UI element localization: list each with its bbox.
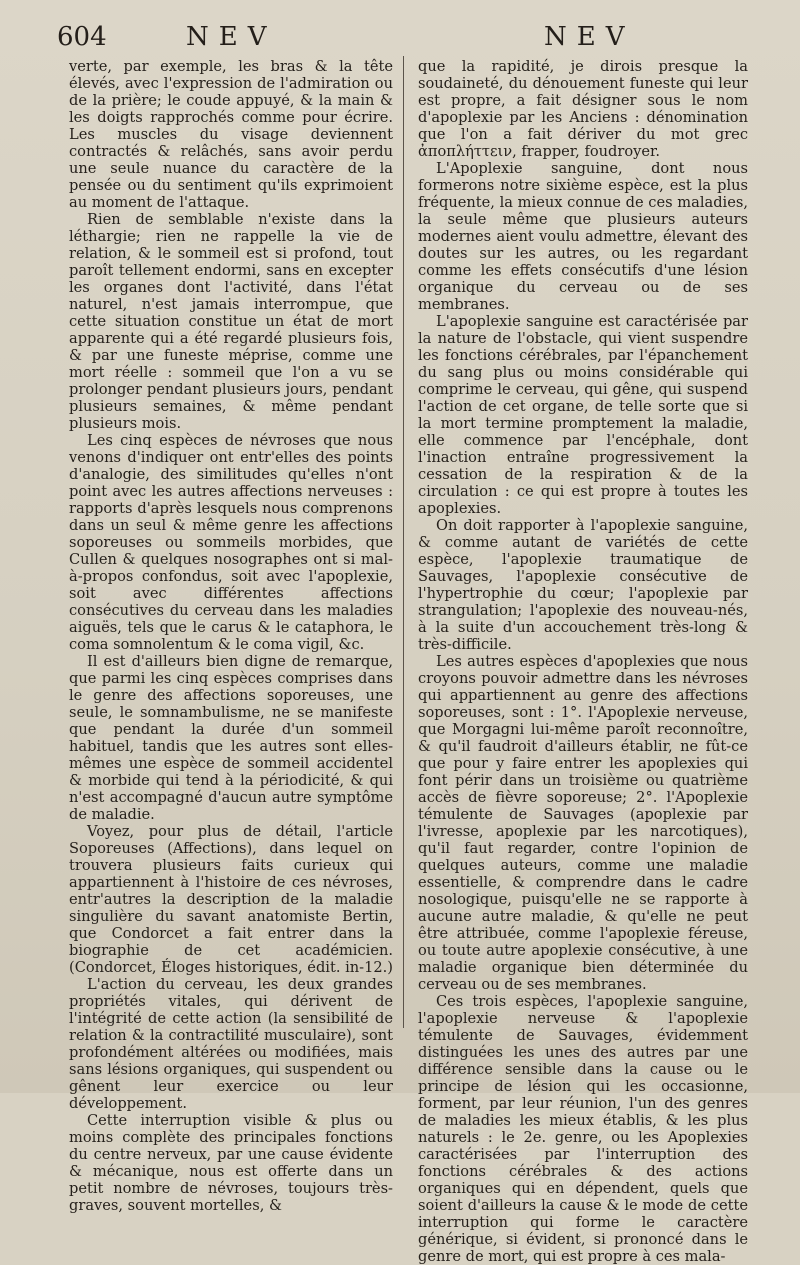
paragraph: Rien de semblable n'existe dans la léthargie; rien ne rappelle la vie de relation, & le sommeil est si profond, tout paroît tellement endormi, sans en excepter les organes dont l'activité, dans l'état naturel, n'est jamais interrompue, que cette situation constitue un état de mort apparente qui a été regardé plusieurs fois, & par une funeste méprise, comme une mort réelle : sommeil que l'on a vu se prolonger pendant plusieurs jours, pendant plusieurs semaines, & même pendant plusieurs mois. xyxy=(69,211,393,432)
paragraph: Voyez, pour plus de détail, l'article Soporeuses (Affections), dans lequel on trouvera plusieurs faits curieux qui appartiennent à l'histoire de ces névroses, entr'autres la description de la maladie singulière du savant anatomiste Bertin, que Condorcet a fait entrer dans la biographie de cet académicien. (Condorcet, Éloges historiques, édit. in-12.) xyxy=(69,823,393,976)
paragraph: On doit rapporter à l'apoplexie sanguine, & comme autant de variétés de cette espèce, l'apoplexie traumatique de Sauvages, l'apoplexie consécutive de l'hypertrophie du cœur; l'apoplexie par strangulation; l'apoplexie des nouveau-nés, à la suite d'un accouchement très-long & très-difficile. xyxy=(418,517,748,653)
paragraph: L'action du cerveau, les deux grandes propriétés vitales, qui dérivent de l'intégrité de cette action (la sensibilité de relation & la contractilité musculaire), sont profondément altérées ou modifiées, mais sans lésions organiques, qui suspendent ou gênent leur exercice ou leur développement. xyxy=(69,976,393,1112)
paragraph: que la rapidité, je dirois presque la soudaineté, du dénouement funeste qui leur est propre, a fait désigner sous le nom d'apoplexie par les Anciens : dénomination que l'on a fait dériver du mot grec ἀποπλήττειν, frapper, foudroyer. xyxy=(418,58,748,160)
page-header xyxy=(0,22,800,56)
paragraph: Il est d'ailleurs bien digne de remarque, que parmi les cinq espèces comprises dans le genre des affections soporeuses, une seule, le somnambulisme, ne se manifeste que pendant la durée d'un sommeil habituel, tandis que les autres sont elles-mêmes une espèce de sommeil accidentel & morbide qui tend à la périodicité, & qui n'est accompagné d'aucun autre symptôme de maladie. xyxy=(69,653,393,823)
paragraph: verte, par exemple, les bras & la tête élevés, avec l'expression de l'admiration ou de la prière; le coude appuyé, & la main & les doigts rapprochés comme pour écrire. Les muscles du visage deviennent contractés & relâchés, sans avoir perdu une seule nuance du caractère de la pensée ou du sentiment qu'ils exprimoient au moment de l'attaque. xyxy=(69,58,393,211)
paragraph: L'Apoplexie sanguine, dont nous formerons notre sixième espèce, est la plus fréquente, la mieux connue de ces maladies, la seule même que plusieurs auteurs modernes aient voulu admettre, élevant des doutes sur les autres, ou les regardant comme les effets consécutifs d'une lésion organique du cerveau ou de ses membranes. xyxy=(418,160,748,313)
running-head-right: NEV xyxy=(544,22,635,52)
paragraph: Les autres espèces d'apoplexies que nous croyons pouvoir admettre dans les névroses qui appartiennent au genre des affections soporeuses, sont : 1°. l'Apoplexie nerveuse, que Morgagni lui-même paroît reconnoître, & qu'il faudroit d'ailleurs établir, ne fût-ce que pour y faire entrer les apoplexies qui font périr dans un troisième ou quatrième accès de fièvre soporeuse; 2°. l'Apoplexie témulente de Sauvages (apoplexie par l'ivresse, apoplexie par les narcotiques), qu'il faut regarder, contre l'opinion de quelques auteurs, comme une maladie essentielle, & comprendre dans le cadre nosologique, puisqu'elle ne se rapporte à aucune autre maladie, & qu'elle ne peut être attribuée, comme l'apoplexie féreuse, ou toute autre apoplexie consécutive, à une maladie organique bien déterminée du cerveau ou de ses membranes. xyxy=(418,653,748,993)
page-number: 604 xyxy=(57,22,107,52)
paragraph: L'apoplexie sanguine est caractérisée par la nature de l'obstacle, qui vient suspendre les fonctions cérébrales, par l'épanchement du sang plus ou moins considérable qui comprime le cerveau, qui gêne, qui suspend l'action de cet organe, de telle sorte que si la mort termine promptement la maladie, elle commence par l'encéphale, dont l'inaction entraîne progressivement la cessation de la respiration & de la circulation : ce qui est propre à toutes les apoplexies. xyxy=(418,313,748,517)
running-head-left: NEV xyxy=(186,22,277,52)
paragraph: Cette interruption visible & plus ou moins complète des principales fonctions du centre nerveux, par une cause évidente & mécanique, nous est offerte dans un petit nombre de névroses, toujours très-graves, souvent mortelles, & xyxy=(69,1112,393,1214)
left-column xyxy=(69,58,393,1214)
paragraph: Les cinq espèces de névroses que nous venons d'indiquer ont entr'elles des points d'analogie, des similitudes qu'elles n'ont point avec les autres affections nerveuses : rapports d'après lesquels nous comprenons dans un seul & même genre les affections soporeuses ou sommeils morbides, que Cullen & quelques nosographes ont si mal-à-propos confondus, soit avec l'apoplexie, soit avec différentes affections consécutives du cerveau dans les maladies aiguës, tels que le carus & le cataphora, le coma somnolentum & le coma vigil, &c. xyxy=(69,432,393,653)
column-divider xyxy=(403,56,404,1028)
paragraph: Ces trois espèces, l'apoplexie sanguine, l'apoplexie nerveuse & l'apoplexie témulente de Sauvages, évidemment distinguées les unes des autres par une différence sensible dans la cause ou le principe de lésion qui les occasionne, forment, par leur réunion, l'un des genres de maladies les mieux établis, & les plus naturels : le 2e. genre, ou les Apoplexies caractérisées par l'interruption des fonctions cérébrales & des actions organiques qui en dépendent, quels que soient d'ailleurs la cause & le mode de cette interruption qui forme le caractère générique, si évident, si prononcé dans le genre de mort, qui est propre à ces mala- xyxy=(418,993,748,1265)
right-column xyxy=(418,58,748,1265)
